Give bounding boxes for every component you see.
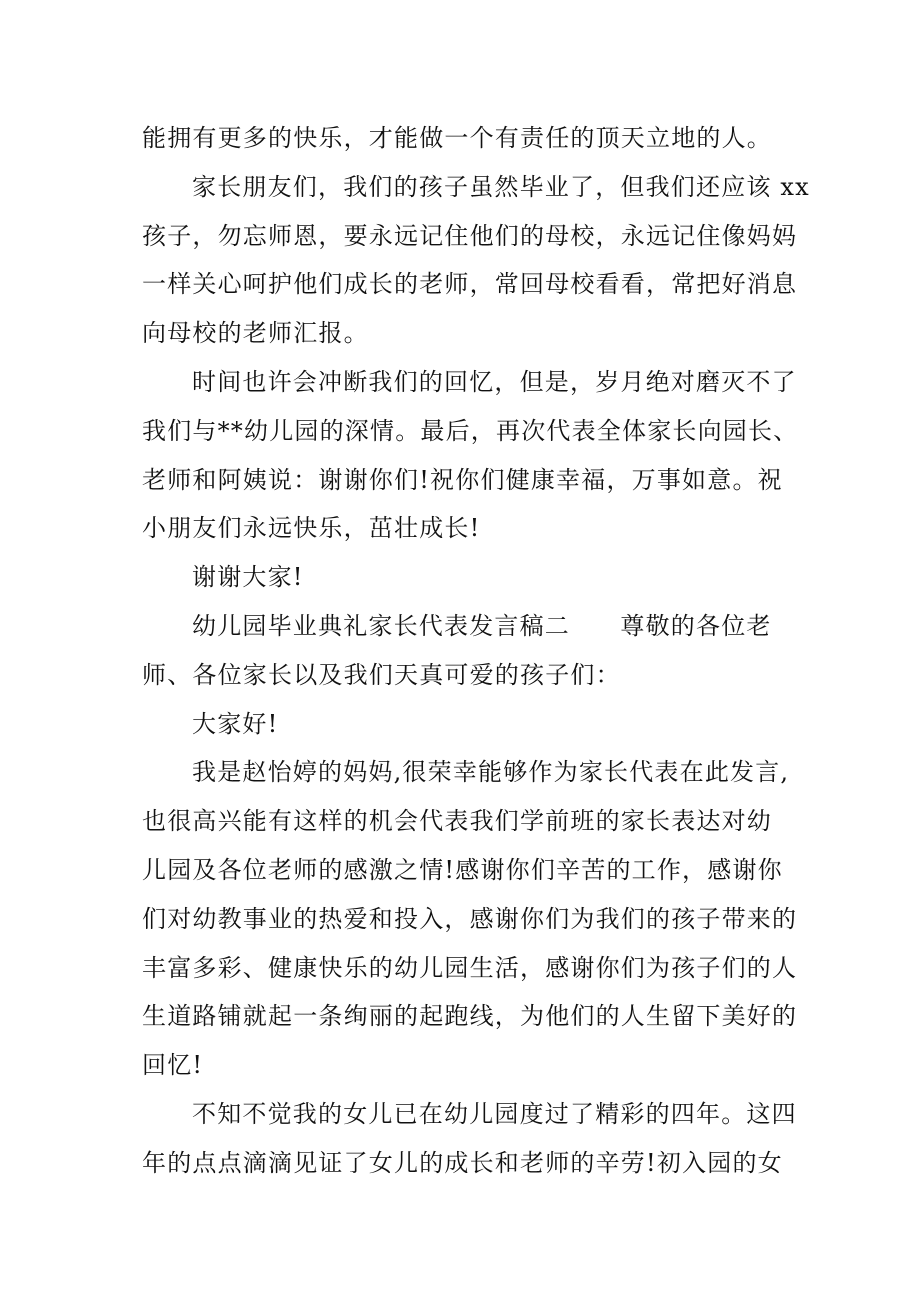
text-line: 儿园及各位老师的感激之情!感谢你们辛苦的工作，感谢你: [142, 855, 783, 884]
text-line: 生道路铺就起一条绚丽的起跑线，为他们的人生留下美好的: [142, 1002, 798, 1031]
text-line: 孩子，勿忘师恩，要永远记住他们的母校，永远记住像妈妈: [142, 221, 798, 250]
paragraph-start-line: 不知不觉我的女儿已在幼儿园度过了精彩的四年。这四: [192, 1099, 797, 1128]
section-title-line: 幼儿园毕业典礼家长代表发言稿二 尊敬的各位老: [192, 611, 772, 640]
text-line: 我们与**幼儿园的深情。最后，再次代表全体家长向园长、: [142, 416, 799, 445]
text-line: 一样关心呵护他们成长的老师，常回母校看看，常把好消息: [142, 270, 798, 299]
text-line: 们对幼教事业的热爱和投入，感谢你们为我们的孩子带来的: [142, 904, 798, 933]
text-line: 向母校的老师汇报。: [142, 319, 369, 348]
paragraph-start-line: 大家好!: [192, 709, 279, 738]
text-line: 也很高兴能有这样的机会代表我们学前班的家长表达对幼: [142, 807, 772, 836]
document-body: [142, 114, 810, 1188]
text-line: 回忆!: [142, 1051, 204, 1080]
paragraph-start-line: 时间也许会冲断我们的回忆，但是，岁月绝对磨灭不了: [192, 367, 797, 396]
paragraph-start-line: 谢谢大家!: [192, 563, 304, 592]
text-line: 老师和阿姨说：谢谢你们!祝你们健康幸福，万事如意。祝: [142, 465, 783, 494]
text-line: 小朋友们永远快乐，茁壮成长!: [142, 514, 481, 543]
paragraph-start-line: 我是赵怡婷的妈妈,很荣幸能够作为家长代表在此发言,: [192, 758, 790, 787]
text-line: 丰富多彩、健康快乐的幼儿园生活，感谢你们为孩子们的人: [142, 953, 798, 982]
text-line: 师、各位家长以及我们天真可爱的孩子们：: [142, 660, 621, 689]
paragraph-start-line: 家长朋友们，我们的孩子虽然毕业了，但我们还应该 xx: [192, 172, 810, 201]
text-line: 年的点点滴滴见证了女儿的成长和老师的辛劳!初入园的女: [142, 1148, 783, 1177]
text-line: 能拥有更多的快乐，才能做一个有责任的顶天立地的人。: [142, 124, 772, 152]
